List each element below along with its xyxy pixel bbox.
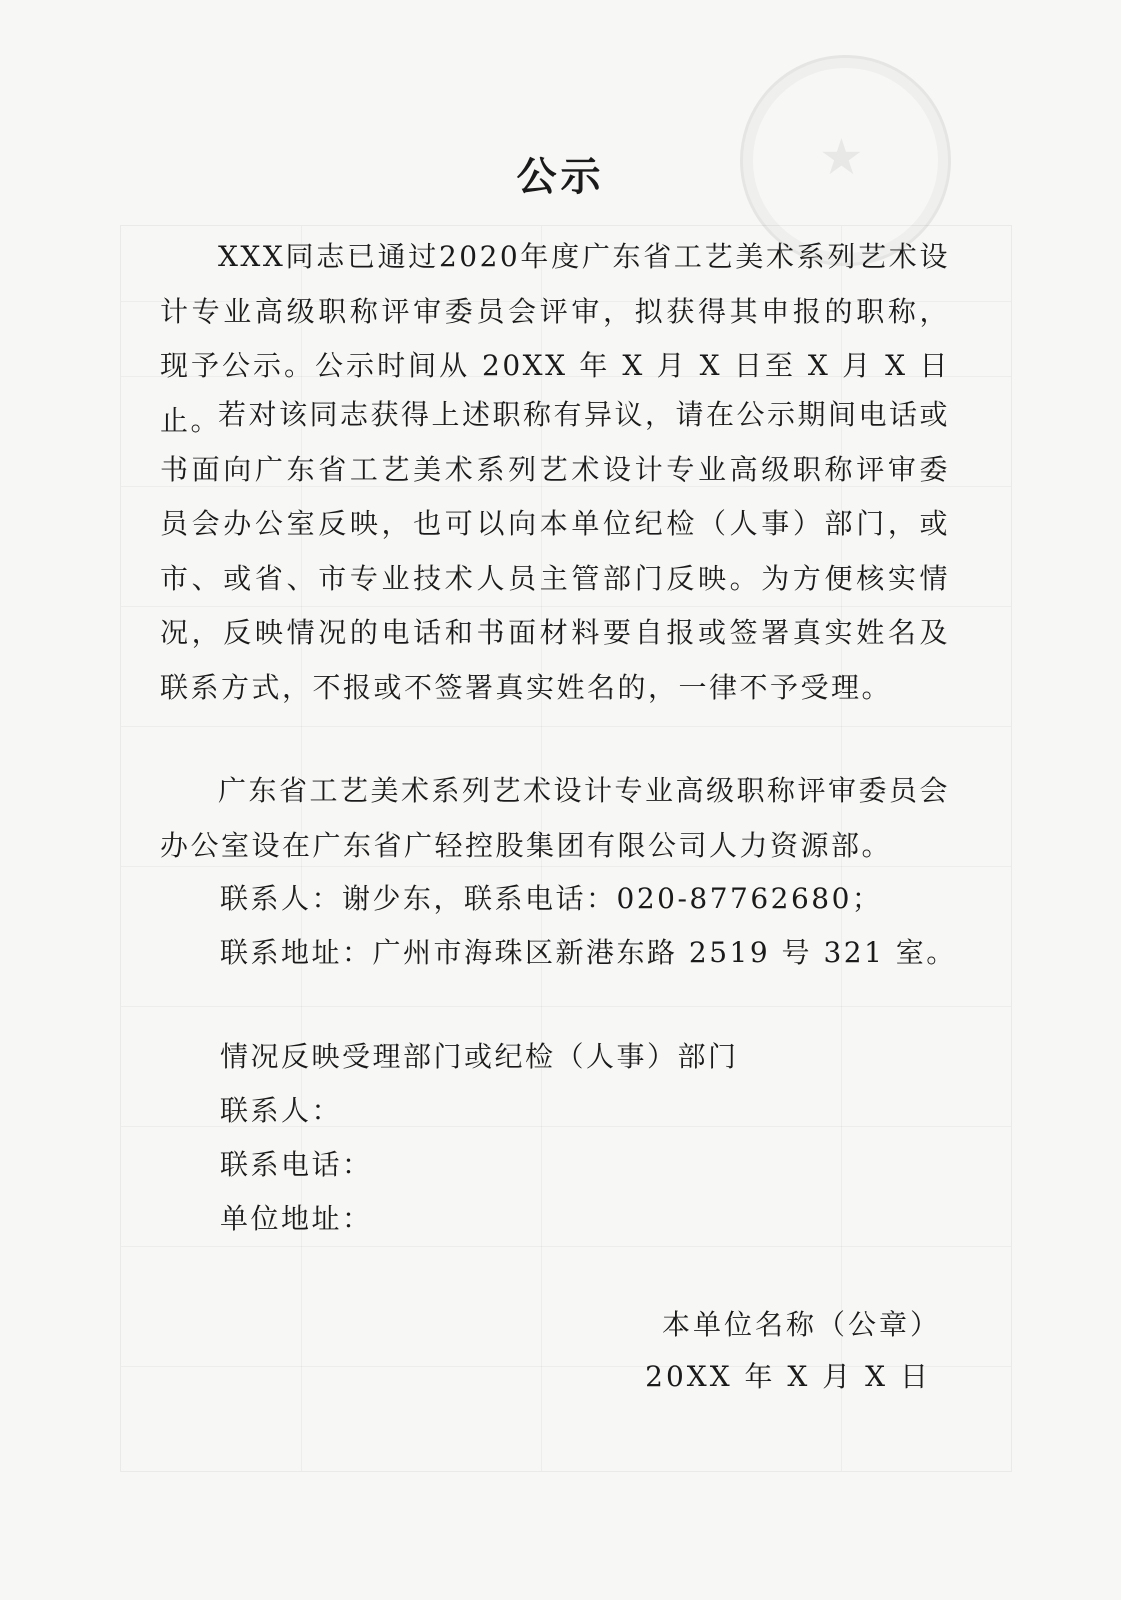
date-line: 20XX 年 X 月 X 日 — [645, 1360, 931, 1393]
paragraph-office: 广东省工艺美术系列艺术设计专业高级职称评审委员会办公室设在广东省广轻控股集团有限公司人力资源部。 — [160, 774, 951, 862]
contact-phone-label: 联系电话： — [220, 1148, 373, 1181]
unit-address-label: 单位地址： — [220, 1202, 373, 1235]
address-line: 联系地址：广州市海珠区新港东路 2519 号 321 室。 — [220, 936, 957, 969]
paragraph-objection: 若对该同志获得上述职称有异议，请在公示期间电话或书面向广东省工艺美术系列艺术设计专业高级职称评审委员会办公室反映，也可以向本单位纪检（人事）部门，或市、或省、市专业技术人员主管部门反映。为方便核实情况，反映情况的电话和书面材料要自报或签署真实姓名及联系方式，不报或不签署真实姓名的，一律不予受理。 — [160, 398, 951, 704]
paragraph-announcement: XXX同志已通过2020年度广东省工艺美术系列艺术设计专业高级职称评审委员会评审，拟获得其申报的职称，现予公示。公示时间从 20XX 年 X 月 X 日至 X 月 X 日止。 — [160, 240, 950, 437]
signature-line: 本单位名称（公章） — [661, 1308, 941, 1341]
contact-person-label: 联系人： — [220, 1094, 343, 1127]
contact-line: 联系人：谢少东，联系电话：020-87762680； — [220, 882, 883, 915]
dept-heading: 情况反映受理部门或纪检（人事）部门 — [220, 1040, 739, 1073]
page-title: 公示 — [516, 153, 605, 200]
